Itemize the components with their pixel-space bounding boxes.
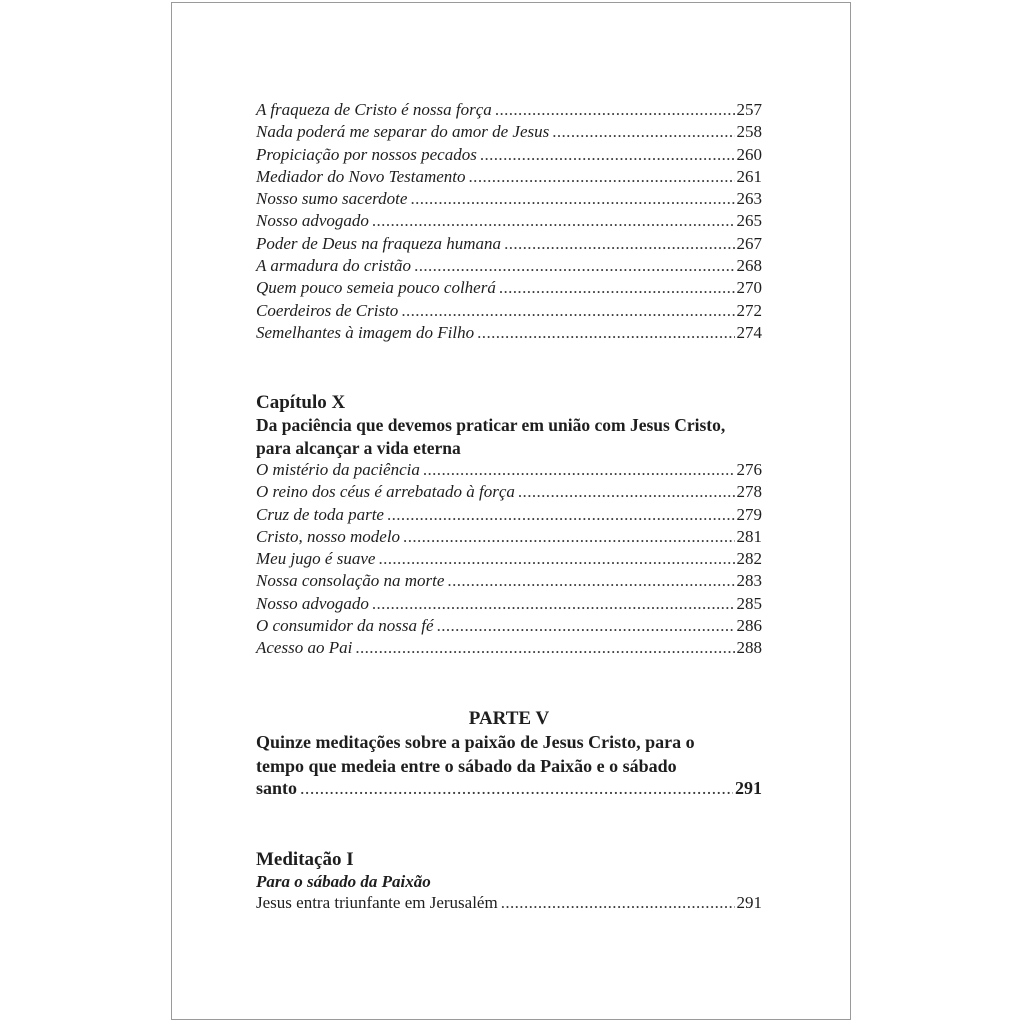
toc-top-list — [256, 100, 762, 345]
toc-entry[interactable]: Quem pouco semeia pouco colherá ..... 270 — [256, 278, 762, 300]
toc-entry[interactable]: Acesso ao Pai ..... 288 — [256, 638, 762, 660]
dot-leader — [501, 893, 735, 913]
dot-leader — [403, 527, 734, 547]
toc-entry[interactable]: A fraqueza de Cristo é nossa força ..... 257 — [256, 100, 762, 122]
toc-entry[interactable]: Nada poderá me separar do amor de Jesus ..... 258 — [256, 122, 762, 144]
dot-leader — [552, 122, 734, 142]
chapter-heading: Capítulo X — [256, 392, 346, 413]
toc-entry[interactable]: O reino dos céus é arrebatado à força ..... 278 — [256, 482, 762, 504]
toc-entry[interactable]: Propiciação por nossos pecados ..... 260 — [256, 145, 762, 167]
dot-leader — [410, 189, 734, 209]
dot-leader — [355, 638, 734, 658]
dot-leader — [518, 482, 735, 502]
chapter-subtitle-line: para alcançar a vida eterna — [256, 438, 461, 458]
dot-leader — [414, 256, 734, 276]
part-v-section — [256, 707, 762, 802]
toc-entry[interactable]: O mistério da paciência ..... 276 — [256, 460, 762, 482]
dot-leader — [401, 301, 734, 321]
dot-leader — [469, 167, 735, 187]
dot-leader — [378, 549, 734, 569]
toc-entry[interactable]: Cruz de toda parte ..... 279 — [256, 505, 762, 527]
chapter-x-section — [256, 391, 762, 661]
toc-entry[interactable]: Cristo, nosso modelo ..... 281 — [256, 527, 762, 549]
toc-entry[interactable]: Poder de Deus na fraqueza humana ..... 267 — [256, 234, 762, 256]
part-title-line: tempo que medeia entre o sábado da Paixão e o sábado — [256, 756, 677, 776]
meditation-subtitle: Para o sábado da Paixão — [256, 872, 431, 891]
toc-entry[interactable]: Semelhantes à imagem do Filho ..... 274 — [256, 323, 762, 345]
toc-entry[interactable]: Jesus entra triunfante em Jerusalém ..... 291 — [256, 893, 762, 915]
toc-entry[interactable]: Meu jugo é suave ..... 282 — [256, 549, 762, 571]
toc-entry[interactable]: Nosso advogado ..... 285 — [256, 594, 762, 616]
dot-leader — [372, 594, 735, 614]
dot-leader — [504, 234, 734, 254]
toc-entry[interactable]: Mediador do Novo Testamento ..... 261 — [256, 167, 762, 189]
toc-entry[interactable]: A armadura do cristão ..... 268 — [256, 256, 762, 278]
dot-leader — [447, 571, 734, 591]
toc-entry[interactable]: Nossa consolação na morte ..... 283 — [256, 571, 762, 593]
toc-entry[interactable]: Nosso advogado ..... 265 — [256, 211, 762, 233]
dot-leader — [300, 778, 733, 799]
dot-leader — [372, 211, 735, 231]
dot-leader — [477, 323, 734, 343]
toc-entry[interactable]: O consumidor da nossa fé ..... 286 — [256, 616, 762, 638]
dot-leader — [423, 460, 735, 480]
part-title-line: Quinze meditações sobre a paixão de Jesus Cristo, para o — [256, 732, 695, 752]
dot-leader — [499, 278, 735, 298]
toc-entry[interactable]: santo ..... 291 — [256, 778, 762, 802]
toc-entry[interactable]: Coerdeiros de Cristo ..... 272 — [256, 301, 762, 323]
toc-entry[interactable]: Nosso sumo sacerdote ..... 263 — [256, 189, 762, 211]
dot-leader — [437, 616, 735, 636]
meditation-heading: Meditação I — [256, 849, 354, 870]
meditation-i-section — [256, 848, 762, 915]
dot-leader — [495, 100, 735, 120]
chapter-subtitle-line: Da paciência que devemos praticar em união com Jesus Cristo, — [256, 415, 726, 435]
part-heading: PARTE V — [468, 708, 550, 729]
dot-leader — [480, 145, 735, 165]
dot-leader — [387, 505, 735, 525]
